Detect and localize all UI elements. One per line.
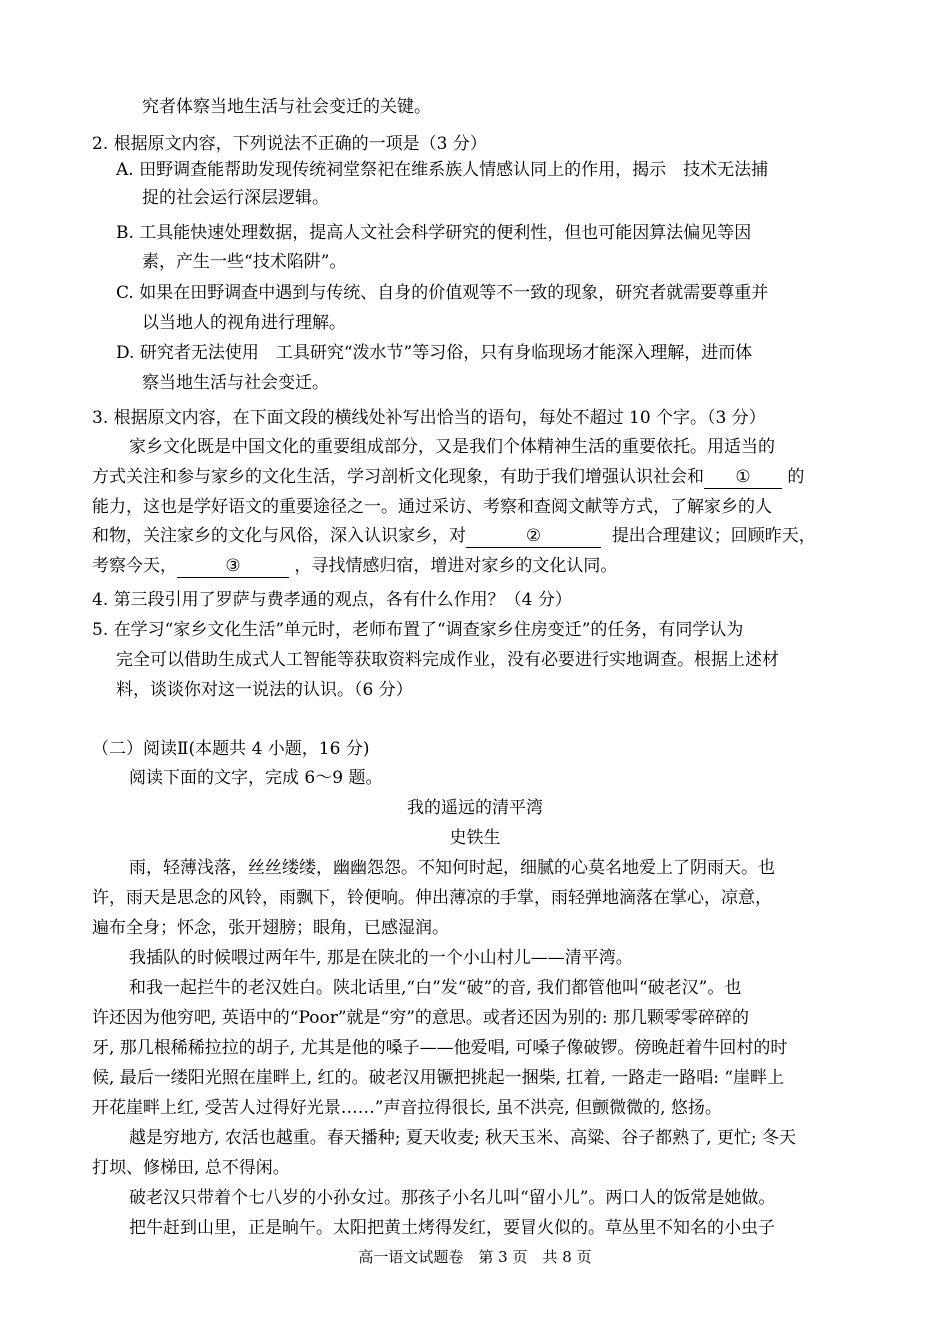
passage-p3-line5: 开花崖畔上红, 受苦人过得好光景……”声音拉得很长, 虽不洪亮, 但颤微微的, 悠扬。	[92, 1098, 722, 1118]
q2-option-a-cont: 捉的社会运行深层逻辑。	[142, 188, 329, 208]
q4-stem: 4. 第三段引用了罗萨与费孝通的观点，各有什么作用？（4 分）	[92, 590, 572, 610]
q3-passage-line4	[92, 525, 816, 548]
q5-stem-cont1: 完全可以借助生成式人工智能等获取资料完成作业，没有必要进行实地调查。根据上述材	[116, 650, 779, 670]
blank-3: ③	[177, 555, 289, 578]
q1-tail-line: 究者体察当地生活与社会变迁的关键。	[142, 97, 431, 117]
passage-p4-line1: 越是穷地方, 农活也越重。春天播种; 夏天收麦; 秋天玉米、高粱、谷子都熟了, 更忙; 冬天	[129, 1128, 797, 1148]
passage-p4-line2: 打坝、修梯田, 总不得闲。	[92, 1158, 290, 1178]
passage-p1-line2: 许，雨天是思念的风铃，雨飘下，铃便响。伸出薄凉的手掌，雨轻弹地滴落在掌心，凉意，	[92, 888, 772, 908]
passage-p3-line3: 牙, 那几根稀稀拉拉的胡子, 尤其是他的嗓子——他爱唱, 可嗓子像破锣。傍晚赶着牛回村的时	[92, 1038, 788, 1058]
section-instruction: 阅读下面的文字，完成 6～9 题。	[129, 768, 383, 788]
passage-p5: 破老汉只带着个七八岁的小孙女过。那孩子小名儿叫“留小儿”。两口人的饭常是她做。	[129, 1188, 776, 1208]
blank-1: ①	[704, 466, 782, 489]
passage-title: 我的遥远的清平湾	[407, 798, 543, 818]
passage-author: 史铁生	[449, 828, 501, 848]
q5-stem-cont2: 料，谈谈你对这一说法的认识。（6 分）	[116, 680, 413, 700]
passage-p3-line1: 和我一起拦牛的老汉姓白。陕北话里,“白”发“破”的音, 我们都管他叫“破老汉”。也	[129, 978, 742, 998]
section-heading: （二）阅读Ⅱ(本题共 4 小题，16 分)	[92, 739, 370, 759]
q3-passage-line2	[92, 466, 804, 489]
q3-text: ，寻找情感归宿，增进对家乡的文化认同。	[294, 556, 618, 576]
q3-stem: 3. 根据原文内容，在下面文段的横线处补写出恰当的语句，每处不超过 10 个字。（3 分）	[92, 408, 766, 428]
q2-option-c-cont: 以当地人的视角进行理解。	[142, 313, 346, 333]
q3-text: 考察今天，	[92, 556, 177, 576]
q3-text: 和物，关注家乡的文化与风俗，深入认识家乡，对	[92, 526, 466, 546]
q2-option-d-cont: 察当地生活与社会变迁。	[142, 373, 329, 393]
passage-p3-line4: 候, 最后一缕阳光照在崖畔上, 红的。破老汉用镢把挑起一捆柴, 扛着, 一路走一路唱: “崖畔上	[92, 1068, 785, 1088]
passage-p6: 把牛赶到山里，正是晌午。太阳把黄土烤得发红，要冒火似的。草丛里不知名的小虫子	[129, 1218, 775, 1238]
q3-passage-line1: 家乡文化既是中国文化的重要组成部分，又是我们个体精神生活的重要依托。用适当的	[129, 437, 775, 457]
q2-option-c: C. 如果在田野调查中遇到与传统、自身的价值观等不一致的现象，研究者就需要尊重并	[116, 283, 769, 303]
q2-stem: 2. 根据原文内容，下列说法不正确的一项是（3 分）	[92, 134, 487, 154]
page-footer: 高一语文试题卷 第 3 页 共 8 页	[358, 1248, 592, 1266]
passage-p1-line3: 遍布全身；怀念，张开翅膀；眼角，已感湿润。	[92, 918, 449, 938]
q5-stem: 5. 在学习“家乡文化生活”单元时，老师布置了“调查家乡住房变迁”的任务，有同学认为	[92, 620, 744, 640]
q2-option-a: A. 田野调查能帮助发现传统祠堂祭祀在维系族人情感认同上的作用，揭示 技术无法捕	[116, 160, 769, 180]
q3-text: 方式关注和参与家乡的文化生活，学习剖析文化现象，有助于我们增强认识社会和	[92, 467, 704, 487]
passage-p2: 我插队的时候喂过两年牛, 那是在陕北的一个小山村儿——清平湾。	[129, 948, 633, 968]
q3-text: 提出合理建议；回顾昨天，	[611, 526, 816, 546]
q2-option-b-cont: 素，产生一些“技术陷阱”。	[142, 252, 347, 272]
q3-passage-line5	[92, 555, 617, 578]
q3-passage-line3: 能力，这也是学好语文的重要途径之一。通过采访、考察和查阅文献等方式，了解家乡的人	[92, 497, 772, 517]
passage-p3-line2: 许还因为他穷吧, 英语中的“Poor”就是“穷”的意思。或者还因为别的: 那几颗零零碎碎的	[92, 1008, 750, 1028]
blank-2: ②	[466, 525, 601, 548]
passage-p1-line1: 雨，轻薄浅落，丝丝缕缕，幽幽怨怨。不知何时起，细腻的心莫名地爱上了阴雨天。也	[129, 858, 775, 878]
q3-text: 的	[787, 467, 805, 487]
q2-option-b: B. 工具能快速处理数据，提高人文社会科学研究的便利性，但也可能因算法偏见等因	[116, 223, 752, 243]
q2-option-d: D. 研究者无法使用 工具研究“泼水节”等习俗，只有身临现场才能深入理解，进而体	[116, 343, 753, 363]
